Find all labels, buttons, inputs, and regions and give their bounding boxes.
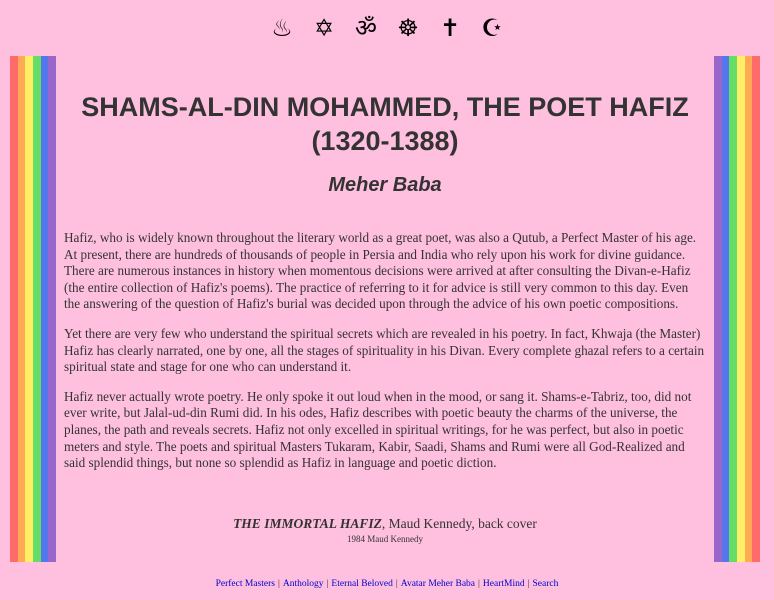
rainbow-stripe	[737, 56, 745, 562]
rainbow-stripe	[729, 56, 737, 562]
paragraph: Yet there are very few who understand the spiritual secrets which are revealed in his poetry. In fact, Khwaja (the Master) Hafiz has clearly narrated, one by one, all the stages of spirituality in his Divan. Every complete ghazal refers to a certain spiritual state and stage for one who can understand it.	[64, 325, 705, 375]
rainbow-stripe	[722, 56, 730, 562]
footer-separator: |	[527, 579, 530, 589]
footer-separator: |	[277, 579, 280, 589]
footer-link-eternal-beloved[interactable]: Eternal Beloved	[331, 579, 393, 589]
om-icon: ॐ	[355, 14, 377, 42]
rainbow-stripe	[25, 56, 33, 562]
paragraph: Hafiz never actually wrote poetry. He only spoke it out loud when in the mood, or sang it. Shams-e-Tabriz, too, did not ever write, but Jalal-ud-din Rumi did. In his odes, Hafiz describes with poetic beauty the charms of the universe, the planes, the path and reveals secrets. Hafiz not only excelled in spiritual writings, for he was perfect, but also in poetic meters and style. The poets and spiritual Masters Tukaram, Kabir, Saadi, Shams and Rumi were all God-Realized and said splendid things, but none so splendid as Hafiz in language and poetic diction.	[64, 388, 692, 471]
rainbow-border-left	[10, 56, 56, 562]
rainbow-stripe	[714, 56, 722, 562]
source-details: , Maud Kennedy, back cover	[381, 516, 537, 531]
footer-link-anthology[interactable]: Anthology	[282, 579, 324, 589]
title-line-1: SHAMS-AL-DIN MOHAMMED, THE POET HAFIZ	[81, 92, 689, 122]
title-line-2: (1320-1388)	[311, 126, 459, 156]
footer-separator: |	[478, 579, 480, 589]
article-panel	[56, 56, 714, 562]
rainbow-border-right	[714, 56, 760, 562]
dharma-wheel-icon: ☸	[397, 14, 419, 42]
rainbow-stripe	[33, 56, 41, 562]
footer-separator: |	[326, 579, 329, 589]
cross-icon: ✝	[439, 14, 461, 42]
footer-link-perfect-masters[interactable]: Perfect Masters	[215, 579, 275, 589]
footer-link-heartmind[interactable]: HeartMind	[482, 579, 525, 589]
religious-symbols-bar	[0, 0, 774, 56]
author-name: Meher Baba	[328, 174, 442, 196]
rainbow-stripe	[41, 56, 49, 562]
footer-link-search[interactable]: Search	[532, 579, 559, 589]
rainbow-stripe	[18, 56, 26, 562]
footer-separator: |	[395, 579, 398, 589]
article-body	[64, 230, 706, 485]
rainbow-stripe	[745, 56, 753, 562]
paragraph: Hafiz, who is widely known throughout the literary world as a great poet, was also a Qutub, a Perfect Master of his age. At present, there are hundreds of thousands of people in Persia and India who rely upon his work for divine guidance. There are numerous instances in history when momentous decisions were arrived at after consulting the Divan-e-Hafiz (the entire collection of Hafiz's poems). The practice of referring to it for advice is still very common to this day. Even the answering of the question of Hafiz's burial was decided upon through the advice of his own poetic compositions.	[64, 230, 697, 312]
rainbow-stripe	[48, 56, 56, 562]
crescent-star-icon: ☪	[481, 14, 503, 42]
source-book-title: THE IMMORTAL HAFIZ	[233, 516, 382, 531]
zoroastrian-fire-icon: ♨	[271, 14, 293, 42]
footer-link-avatar-meher-baba[interactable]: Avatar Meher Baba	[400, 579, 476, 589]
source-citation	[56, 516, 714, 532]
copyright-notice: 1984 Maud Kennedy	[347, 534, 423, 544]
footer-nav	[0, 579, 774, 589]
rainbow-stripe	[752, 56, 760, 562]
star-of-david-icon: ✡	[313, 14, 335, 42]
rainbow-stripe	[10, 56, 18, 562]
page-title	[56, 90, 714, 158]
